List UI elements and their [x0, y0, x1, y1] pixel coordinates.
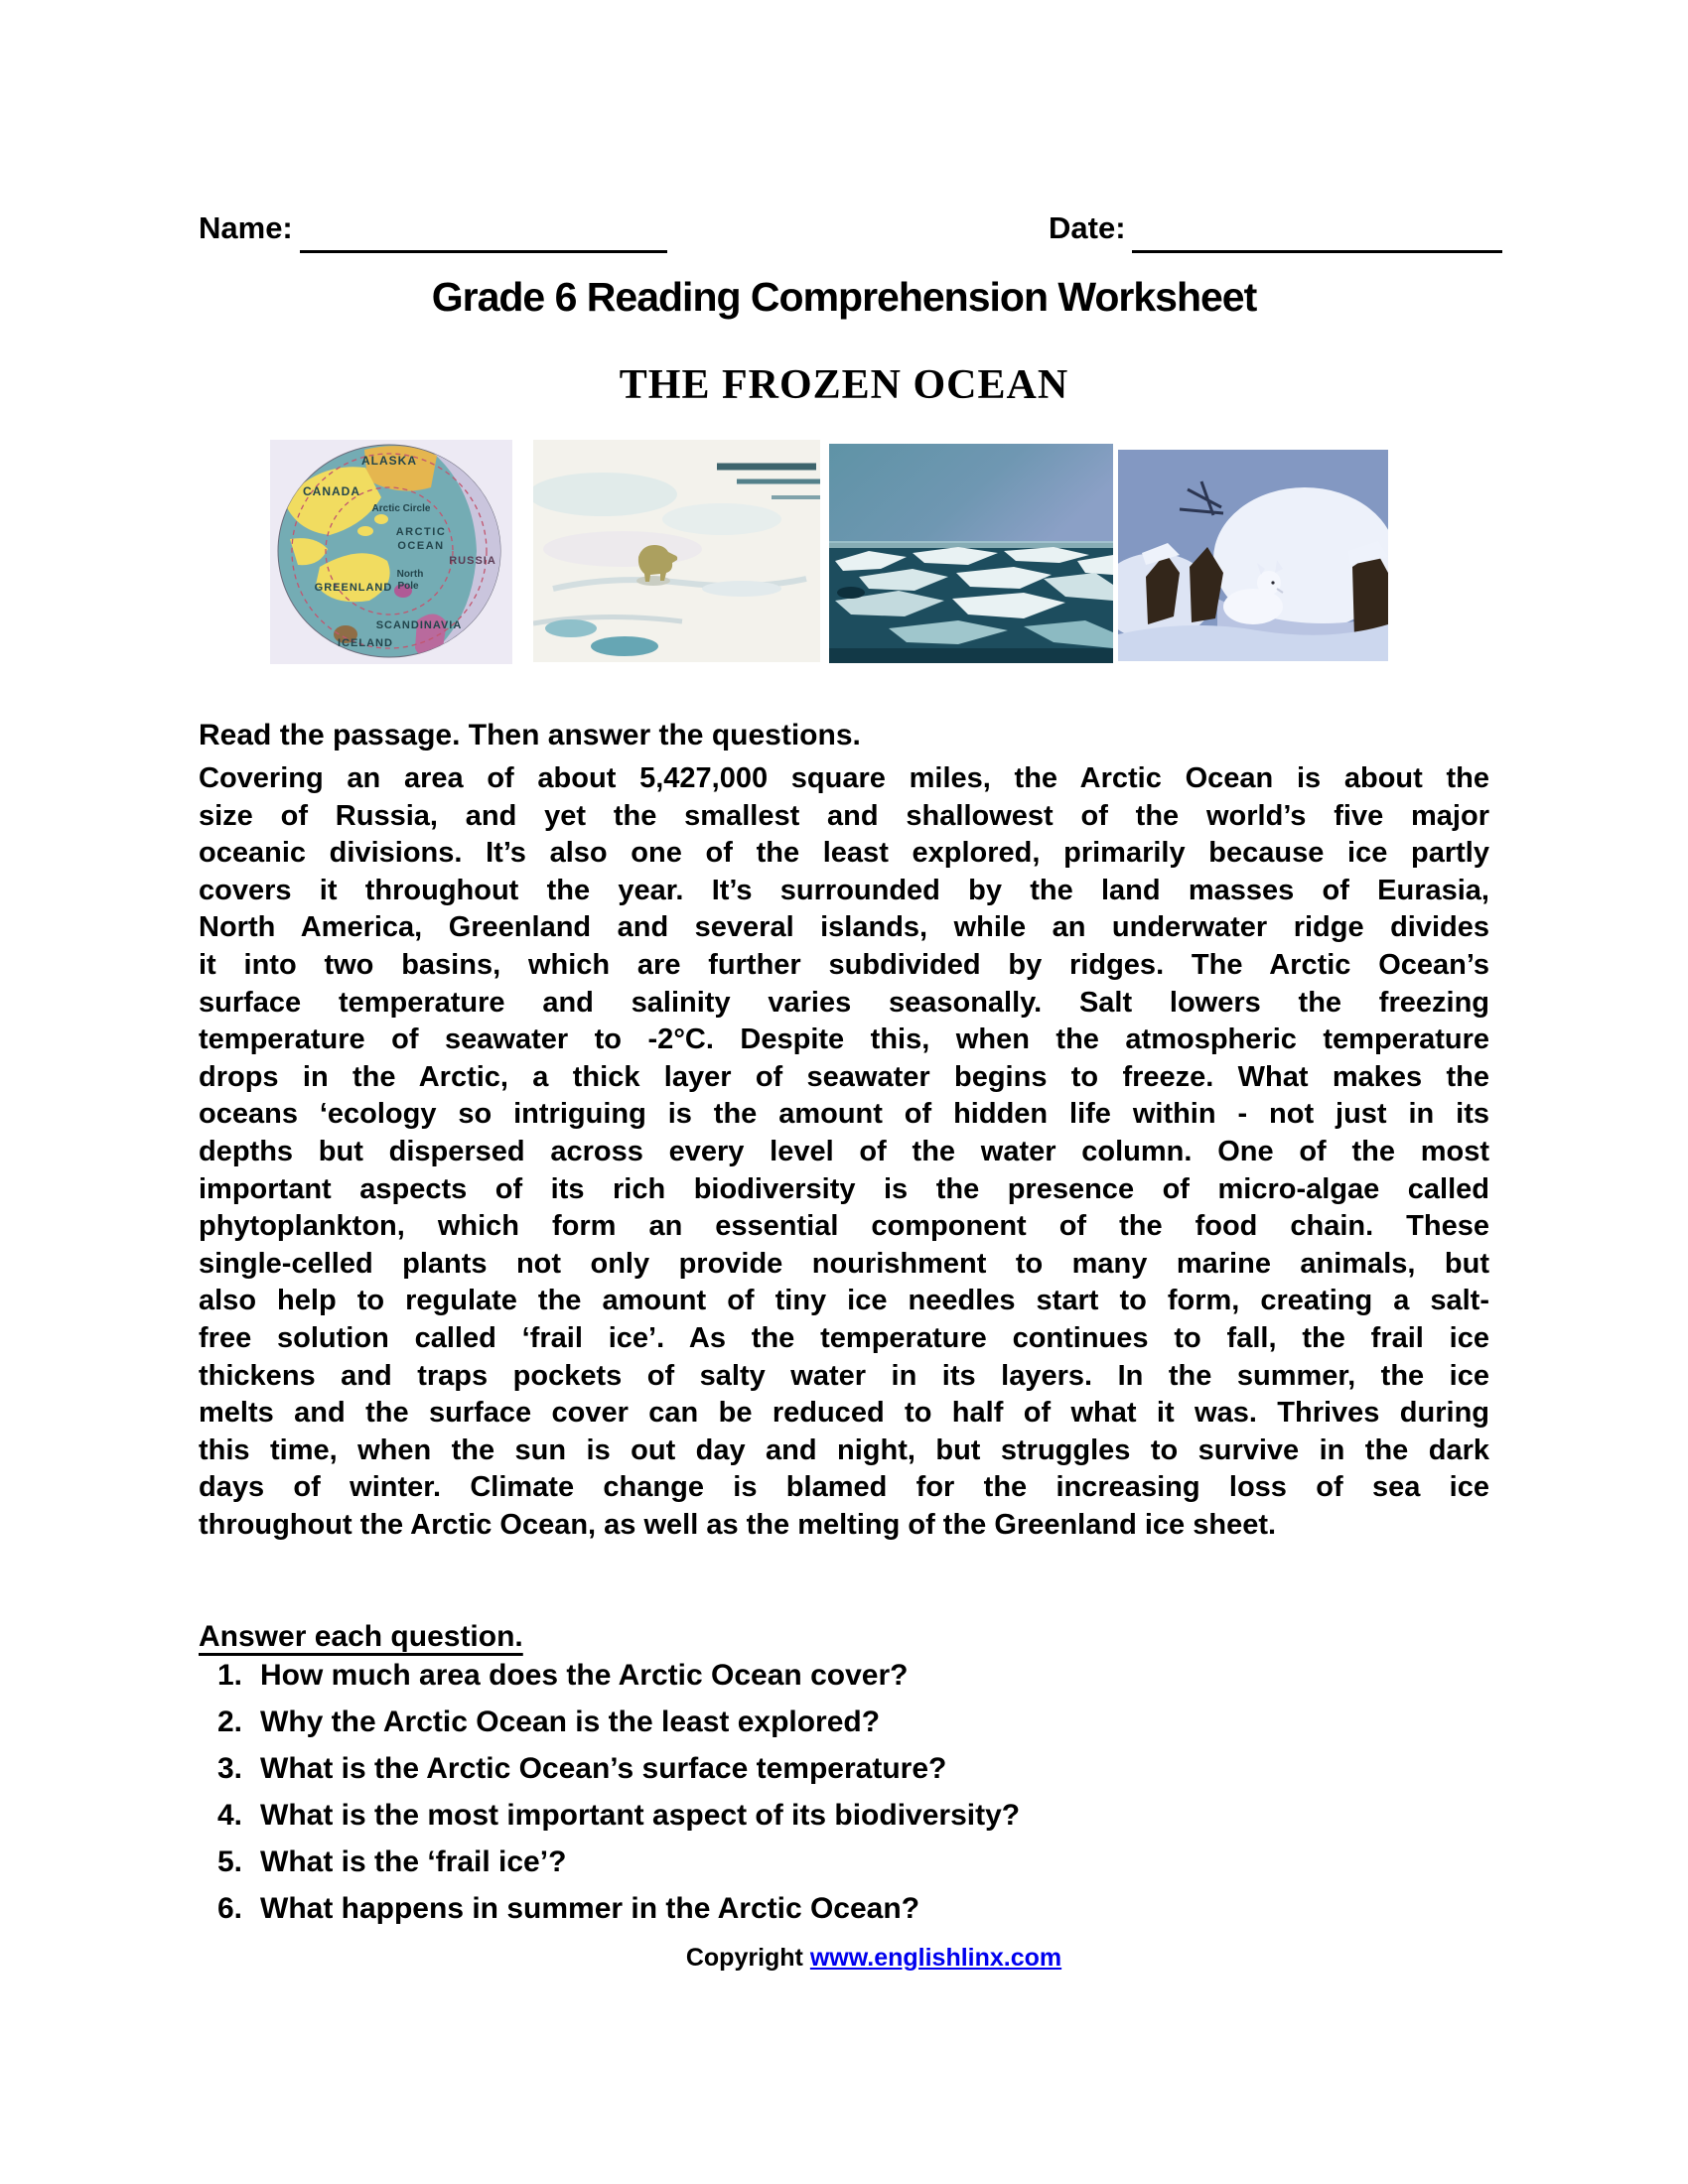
question-text: Why the Arctic Ocean is the least explored? — [260, 1705, 881, 1738]
passage-line: also help to regulate the amount of tiny ice needles start to form, creating a salt- — [199, 1285, 1489, 1317]
date-label: Date: — [1049, 210, 1126, 245]
question-text: What is the ‘frail ice’? — [260, 1844, 567, 1878]
melt-pool — [545, 619, 597, 637]
questions-list — [199, 1652, 1489, 1932]
passage-line: this time, when the sun is out day and night, but struggles to survive in the dark — [199, 1433, 1489, 1466]
name-blank-line — [300, 218, 667, 253]
passage-line: North America, Greenland and several islands, while an underwater ridge divides — [199, 911, 1489, 944]
map-label-iceland: ICELAND — [338, 637, 393, 649]
passage-line: free solution called ‘frail ice’. As the temperature continues to fall, the frail ice — [199, 1321, 1489, 1354]
question-item — [199, 1652, 1489, 1699]
passage-line: it into two basins, which are further subdivided by ridges. The Arctic Ocean’s — [199, 948, 1489, 981]
map-label-pole: Pole — [397, 581, 419, 592]
map-label-arctic-circle: Arctic Circle — [371, 503, 431, 514]
arctic-map-image — [270, 440, 512, 664]
passage-line: covers it throughout the year. It’s surrounded by the land masses of Eurasia, — [199, 874, 1489, 906]
question-text: What is the most important aspect of its biodiversity? — [260, 1798, 1021, 1832]
passage-line: single-celled plants not only provide nourishment to many marine animals, but — [199, 1247, 1489, 1280]
question-item — [199, 1792, 1489, 1839]
passage-line: temperature of seawater to -2°C. Despite this, when the atmospheric temperature — [199, 1024, 1489, 1056]
passage-line: drops in the Arctic, a thick layer of seawater begins to freeze. What makes the — [199, 1060, 1489, 1093]
arctic-fox-image — [1118, 450, 1388, 661]
copyright-label: Copyright — [685, 1944, 803, 1972]
map-label-north: North — [396, 569, 424, 580]
passage-line: depths but dispersed across every level of the water column. One of the most — [199, 1135, 1489, 1167]
question-item — [199, 1885, 1489, 1932]
passage-line: oceans ‘ecology so intriguing is the amount of hidden life within - not just in its — [199, 1098, 1489, 1131]
polar-bear-image — [533, 440, 820, 662]
name-label: Name: — [199, 210, 293, 245]
questions-heading: Answer each question. — [199, 1620, 523, 1653]
date-blank-line — [1132, 218, 1502, 253]
ice-floes-image — [829, 444, 1113, 663]
map-label-ocean: OCEAN — [397, 540, 445, 552]
map-label-canada: CANADA — [303, 484, 360, 498]
passage-line: oceanic divisions. It’s also one of the least explored, primarily because ice partly — [199, 837, 1489, 870]
question-text: What is the Arctic Ocean’s surface temperature? — [260, 1751, 947, 1785]
question-item — [199, 1699, 1489, 1745]
sky — [829, 444, 1113, 547]
passage-line: important aspects of its rich biodiversity is the presence of micro-algae called — [199, 1172, 1489, 1205]
horizon-ice — [829, 541, 1113, 548]
question-text: How much area does the Arctic Ocean cover? — [260, 1658, 909, 1692]
question-number: 3. — [216, 1751, 242, 1785]
passage-line: throughout the Arctic Ocean, as well as the melting of the Greenland ice sheet. — [199, 1508, 1277, 1541]
passage-instructions: Read the passage. Then answer the questions. — [199, 719, 861, 751]
question-text: What happens in summer in the Arctic Ocean? — [260, 1891, 920, 1925]
englishlinx-link[interactable]: www.englishlinx.com — [809, 1944, 1062, 1972]
map-label-alaska: ALASKA — [361, 454, 417, 468]
question-number: 5. — [216, 1844, 242, 1878]
map-label-russia: RUSSIA — [449, 555, 496, 567]
passage-title: THE FROZEN OCEAN — [619, 362, 1069, 408]
map-label-scandinavia: SCANDINAVIA — [375, 619, 463, 631]
passage-line: size of Russia, and yet the smallest and shallowest of the world’s five major — [199, 799, 1489, 832]
footer — [0, 1944, 1688, 1973]
page-title: Grade 6 Reading Comprehension Worksheet — [431, 274, 1257, 320]
passage-line: days of winter. Climate change is blamed for the increasing loss of sea ice — [199, 1471, 1489, 1504]
question-item — [199, 1745, 1489, 1792]
passage-line: melts and the surface cover can be reduced to half of what it was. Thrives during — [199, 1397, 1489, 1430]
map-label-greenland: GREENLAND — [314, 582, 393, 594]
passage-text — [199, 760, 1489, 1544]
question-number: 1. — [216, 1658, 242, 1692]
question-item — [199, 1839, 1489, 1885]
map-label-arctic: ARCTIC — [395, 526, 447, 538]
passage-line: phytoplankton, which form an essential component of the food chain. These — [199, 1210, 1489, 1243]
passage-line: thickens and traps pockets of salty water in its layers. In the summer, the ice — [199, 1359, 1489, 1392]
passage-line: surface temperature and salinity varies seasonally. Salt lowers the freezing — [199, 986, 1489, 1019]
question-number: 6. — [216, 1891, 242, 1925]
question-number: 2. — [216, 1705, 242, 1738]
question-number: 4. — [216, 1798, 242, 1832]
passage-line: Covering an area of about 5,427,000 square miles, the Arctic Ocean is about the — [199, 762, 1489, 794]
